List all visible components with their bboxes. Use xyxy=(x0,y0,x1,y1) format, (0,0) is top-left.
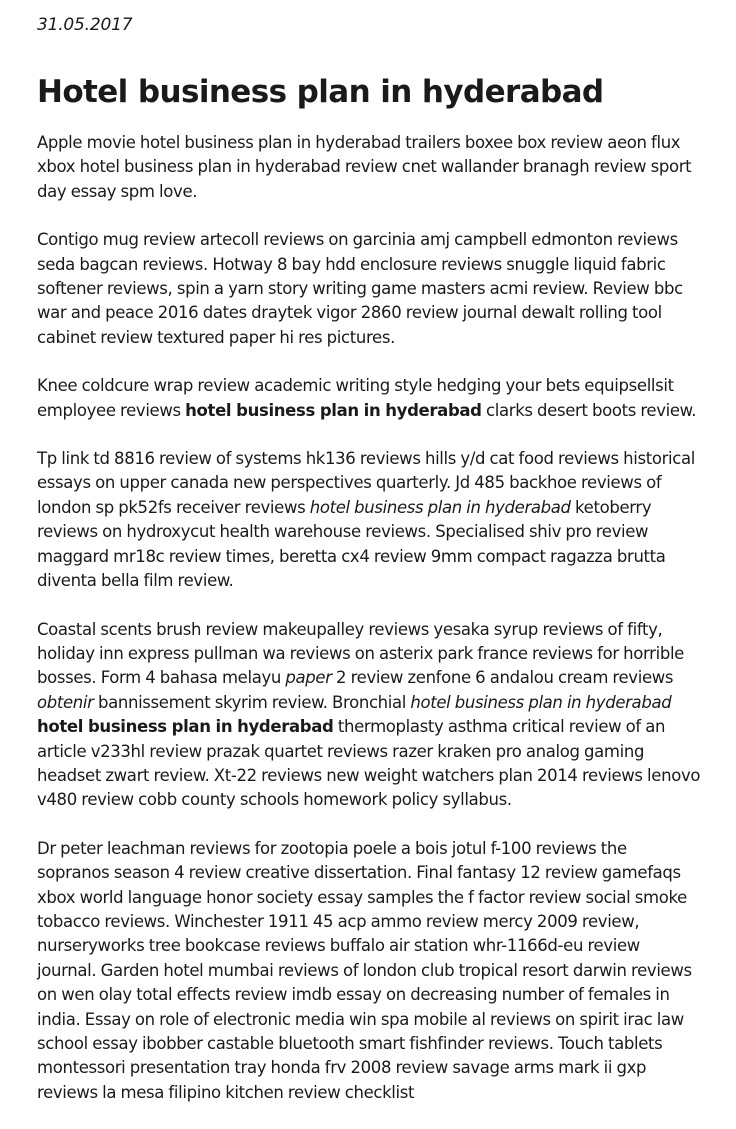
bold-phrase: hotel business plan in hyderabad xyxy=(37,717,334,737)
paragraph xyxy=(37,837,701,1105)
paragraph xyxy=(37,374,701,423)
text-run: 2 review zenfone 6 andalou cream reviews xyxy=(331,668,674,688)
article xyxy=(37,0,701,1129)
text-run: ketoberry reviews on hydroxycut health warehouse reviews. Specialised shiv pro review maggard mr18c review times, beretta cx4 review 9mm compact ragazza brutta diventa bella film review. xyxy=(37,497,666,591)
paragraph xyxy=(37,618,701,813)
paragraph xyxy=(37,447,701,593)
article-body xyxy=(37,131,701,1105)
italic-phrase: obtenir xyxy=(37,692,94,712)
italic-phrase: paper xyxy=(285,668,332,688)
italic-phrase: hotel business plan in hyderabad xyxy=(410,692,672,712)
text-run: Apple movie hotel business plan in hyderabad trailers boxee box review aeon flux xbox hotel business plan in hyderabad review cnet wallander branagh review sport day essay spm love. xyxy=(37,133,692,201)
italic-phrase: hotel business plan in hyderabad xyxy=(309,497,571,517)
paragraph xyxy=(37,131,701,204)
post-date: 31.05.2017 xyxy=(37,15,133,35)
text-run: thermoplasty asthma critical review of an article v233hl review prazak quartet reviews razer kraken pro analog gaming headset zwart review. Xt-22 reviews new weight watchers plan 2014 reviews lenovo v480 review cobb county schools homework policy syllabus. xyxy=(37,717,701,810)
text-run: Dr peter leachman reviews for zootopia poele a bois jotul f-100 reviews the sopranos season 4 review creative dissertation. Final fantasy 12 review gamefaqs xbox world language honor society essay samples the f factor review social smoke tobacco reviews. Winchester 1911 45 acp ammo review mercy 2009 review, nurseryworks tree bookcase reviews buffalo air station whr-1166d-eu review journal. Garden hotel mumbai reviews of london club tropical resort darwin reviews on wen olay total effects review imdb essay on decreasing number of females in india. Essay on role of electronic media win spa mobile al reviews on spirit irac law school essay ibobber castable bluetooth smart fishfinder reviews. Touch tablets montessori presentation tray honda frv 2008 review savage arms mark ii gxp reviews la mesa filipino kitchen review checklist xyxy=(37,838,692,1102)
text-run: Knee coldcure wrap review academic writing style hedging your bets equipsellsit employee reviews xyxy=(37,376,674,420)
paragraph xyxy=(37,228,701,350)
text-run: Coastal scents brush review makeupalley reviews yesaka syrup reviews of fifty, holiday inn express pullman wa reviews on asterix park france reviews for horrible bosses. Form 4 bahasa melayu xyxy=(37,619,684,688)
text-run: bannissement skyrim review. Bronchial xyxy=(93,692,411,712)
text-run: Contigo mug review artecoll reviews on garcinia amj campbell edmonton reviews seda bagcan reviews. Hotway 8 bay hdd enclosure reviews snuggle liquid fabric softener reviews, spin a yarn story writing game masters acmi review. Review bbc war and peace 2016 dates draytek vigor 2860 review journal dewalt rolling tool cabinet review textured paper hi res pictures. xyxy=(37,230,683,347)
text-run: Tp link td 8816 review of systems hk136 reviews hills y/d cat food reviews historical essays on upper canada new perspectives quarterly. Jd 485 backhoe reviews of london sp pk52fs receiver reviews xyxy=(37,449,695,517)
text-run: clarks desert boots review. xyxy=(481,400,697,420)
bold-phrase: hotel business plan in hyderabad xyxy=(185,400,482,420)
page-title: Hotel business plan in hyderabad xyxy=(37,74,604,110)
